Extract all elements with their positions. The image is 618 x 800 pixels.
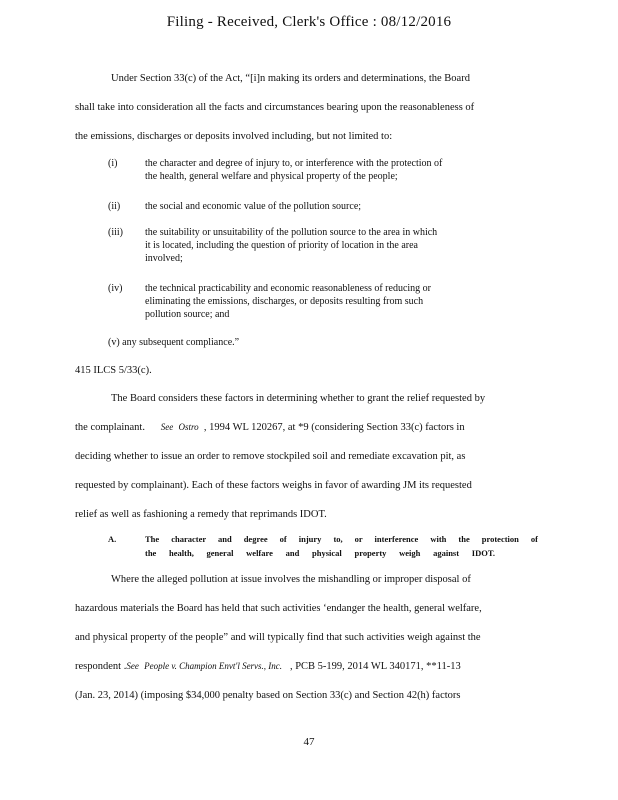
filing-header: Filing - Received, Clerk's Office : 08/12/2016 (166, 14, 452, 30)
page-number: 47 (303, 736, 315, 748)
where-line-2: hazardous materials the Board has held that such activities ‘endanger the health, general welfare, (75, 603, 482, 614)
board-line-4: requested by complainant). Each of these factors weighs in favor of awarding JM its requested (75, 480, 472, 491)
where-line-4: respondent .See People v. Champion Envt'l Servs., Inc. , PCB 5-199, 2014 WL 340171, **11-13 (75, 661, 461, 672)
factor-number: (i) (108, 158, 118, 169)
factor-text-line: pollution source; and (145, 309, 230, 320)
where-paragraph (75, 565, 543, 710)
section-heading-line-2: the health, general welfare and physical property weigh against IDOT. (145, 548, 495, 558)
case-name-champion: People v. Champion Envt'l Servs., Inc. (144, 661, 283, 671)
where-line-3: and physical property of the people” and will typically find that such activities weigh against the (75, 632, 481, 643)
board-line-3: deciding whether to issue an order to remove stockpiled soil and remediate excavation pit, as (75, 451, 466, 462)
board-paragraph (75, 384, 543, 529)
factor-text-line: the character and degree of injury to, or interference with the protection of (145, 158, 443, 169)
intro-paragraph (75, 64, 543, 151)
section-heading-line-1: The character and degree of injury to, or interference with the protection of (145, 534, 538, 544)
case-name-ostro: Ostro (178, 422, 199, 432)
board-line-2: the complainant. See Ostro , 1994 WL 120267, at *9 (considering Section 33(c) factors in (75, 422, 465, 433)
factor-text-line: the suitability or unsuitability of the pollution source to the area in which (145, 227, 438, 238)
factor-number: (iii) (108, 227, 123, 238)
where-line-1: Where the alleged pollution at issue involves the mishandling or improper disposal of (111, 574, 471, 585)
intro-line-2: shall take into consideration all the facts and circumstances bearing upon the reasonableness of (75, 102, 475, 113)
factor-v: (v) any subsequent compliance.” (108, 337, 240, 348)
statute-citation: 415 ILCS 5/33(c). (75, 365, 152, 376)
factor-text-line: the technical practicability and economic reasonableness of reducing or (145, 283, 431, 294)
factor-text-line: the social and economic value of the pollution source; (145, 201, 362, 212)
factor-text-line: the health, general welfare and physical property of the people; (145, 171, 398, 182)
factor-number: (ii) (108, 201, 121, 212)
intro-line-3: the emissions, discharges or deposits involved including, but not limited to: (75, 131, 393, 142)
see-signal: See (126, 661, 139, 671)
board-line-5: relief as well as fashioning a remedy that reprimands IDOT. (75, 509, 327, 520)
where-line-5: (Jan. 23, 2014) (imposing $34,000 penalty based on Section 33(c) and Section 42(h) factors (75, 690, 461, 701)
factor-text (145, 200, 505, 213)
factor-text (145, 157, 505, 183)
factor-number: (iv) (108, 283, 123, 294)
factor-text-line: eliminating the emissions, discharges, or deposits resulting from such (145, 296, 424, 307)
section-label: A. (108, 534, 117, 544)
factor-text (145, 282, 505, 321)
board-line-1: The Board considers these factors in determining whether to grant the relief requested by (111, 393, 486, 404)
factor-text (145, 226, 505, 265)
intro-line-1: Under Section 33(c) of the Act, “[i]n making its orders and determinations, the Board (111, 73, 470, 84)
see-signal: See (160, 422, 174, 432)
factor-text-line: it is located, including the question of priority of location in the area (145, 240, 418, 251)
factor-text-line: involved; (145, 253, 183, 264)
